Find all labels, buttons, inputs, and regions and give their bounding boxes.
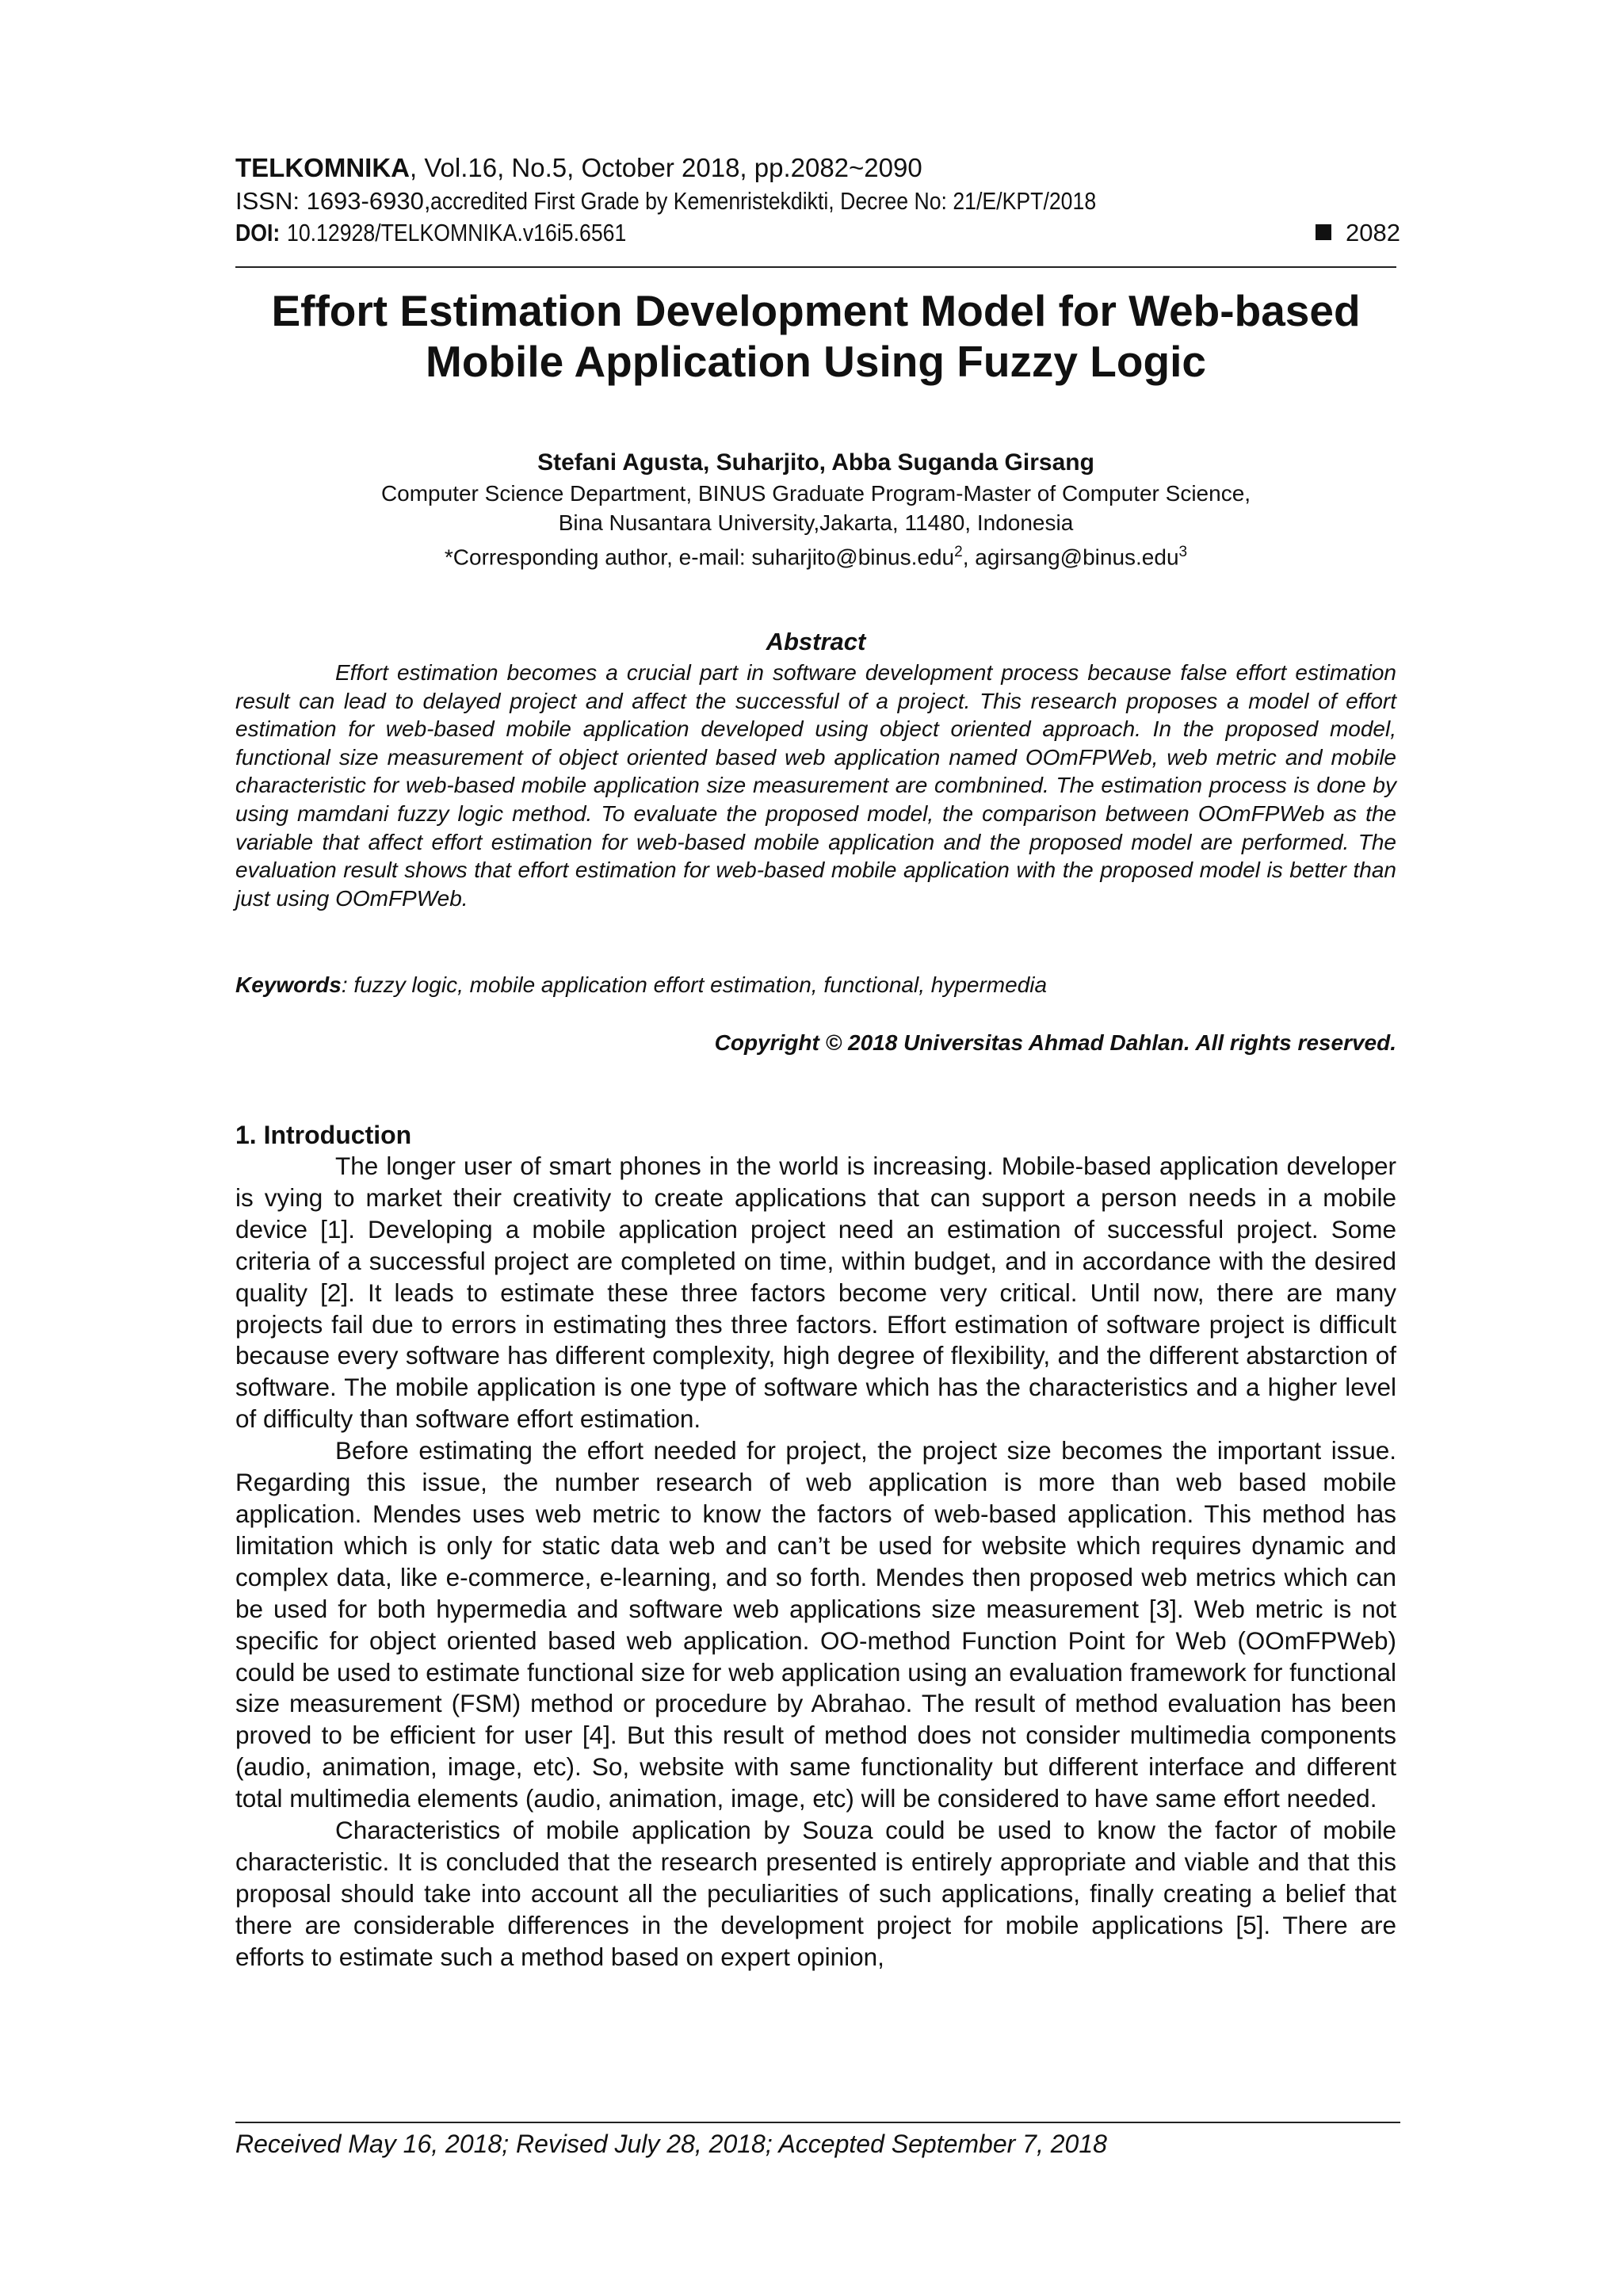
- doi-label: DOI:: [235, 219, 281, 246]
- received-dates: Received May 16, 2018; Revised July 28, 2018; Accepted September 7, 2018: [235, 2130, 1107, 2158]
- title-line-1: Effort Estimation Development Model for Web-based: [271, 286, 1361, 335]
- keywords-text: : fuzzy logic, mobile application effort estimation, functional, hypermedia: [341, 972, 1048, 997]
- copyright-notice: Copyright © 2018 Universitas Ahmad Dahlan. All rights reserved.: [714, 1030, 1396, 1055]
- section-heading: 1. Introduction: [235, 1121, 412, 1149]
- corresponding-author: *Corresponding author, e-mail: suharjito@binus.edu$^2$, agirsang@binus.edu$^3$: [444, 544, 1188, 570]
- issn-line: [235, 187, 1400, 216]
- paragraph: The longer user of smart phones in the world is increasing. Mobile-based application developer is vying to market their creativity to create applications that can support a person needs in a mobile device [1]. Developing a mobile application project need an estimation of successful project. Some criteria of a successful project are completed on time, within budget, and in accordance with the desired quality [2]. It leads to estimate these three factors become very critical. Until now, there are many projects fail due to errors in estimating thes three factors. Effort estimation of software project is difficult because every software has different complexity, high degree of flexibility, and the different abstarction of software. The mobile application is one type of software which has the characteristics and a higher level of difficulty than software effort estimation.: [235, 1152, 1396, 1434]
- footer-rule: [235, 2122, 1400, 2123]
- issn-label: ISSN: 1693-6930,: [235, 187, 431, 215]
- doi-value: 10.12928/TELKOMNIKA.v16i5.6561: [287, 219, 627, 246]
- affiliation-line-1: Computer Science Department, BINUS Graduate Program-Master of Computer Science,: [380, 481, 1251, 506]
- journal-name: TELKOMNIKA: [235, 153, 410, 182]
- paragraph: Characteristics of mobile application by Souza could be used to know the factor of mobile characteristic. It is concluded that the research presented is entirely appropriate and viable and that this proposal should take into account all the peculiarities of such applications, finally creating a belief that there are considerable differences in the development project for mobile applications [5]. There are efforts to estimate such a method based on expert opinion,: [235, 1816, 1396, 1971]
- abstract-heading: Abstract: [766, 628, 866, 655]
- authors: Stefani Agusta, Suharjito, Abba Suganda Girsang: [537, 449, 1094, 476]
- journal-volume: , Vol.16, No.5, October 2018, pp.2082~2090: [409, 153, 922, 182]
- issn-accreditation: accredited First Grade by Kemenristekdikti, Decree No: 21/E/KPT/2018: [430, 187, 1097, 215]
- keywords: [235, 971, 1396, 999]
- title-line-2: Mobile Application Using Fuzzy Logic: [426, 337, 1206, 386]
- header-rule: [235, 266, 1396, 268]
- keywords-label: Keywords: [235, 972, 342, 997]
- paper-title: [235, 285, 1396, 387]
- journal-header-line: [235, 154, 1400, 182]
- abstract-text: Effort estimation becomes a crucial part in software development process because false effort estimation result can lead to delayed project and affect the successful of a project. This research proposes a model of effort estimation for web-based mobile application developed using object oriented approach. In the proposed model, functional size measurement of object oriented based web application named OOmFPWeb, web metric and mobile characteristic for web-based mobile application size measurement are combnined. The estimation process is done by using mamdani fuzzy logic method. To evaluate the proposed model, the comparison between OOmFPWeb as the variable that affect effort estimation for web-based mobile application and the proposed model are performed. The evaluation result shows that effort estimation for web-based mobile application with the proposed model is better than just using OOmFPWeb.: [235, 660, 1396, 911]
- paragraph: Before estimating the effort needed for project, the project size becomes the important issue. Regarding this issue, the number research of web application is more than web based mobile application. Mendes uses web metric to know the factors of web-based application. This method has limitation which is only for static data web and can’t be used for website which requires dynamic and complex data, like e-commerce, e-learning, and so forth. Mendes then proposed web metrics which can be used for both hypermedia and software web applications size measurement [3]. Web metric is not specific for object oriented based web application. OO-method Function Point for Web (OOmFPWeb) could be used to estimate functional size for web application using an evaluation framework for functional size measurement (FSM) method or procedure by Abrahao. The result of method evaluation has been proved to be efficient for user [4]. But this result of method does not consider multimedia components (audio, animation, image, etc). So, website with same functionality but different interface and different total multimedia elements (audio, animation, image, etc) will be considered to have same effort needed.: [235, 1436, 1396, 1813]
- affiliation-line-2: Bina Nusantara University,Jakarta, 11480, Indonesia: [558, 510, 1074, 535]
- doi-line: [235, 219, 1400, 247]
- introduction-body: [235, 1151, 1396, 1973]
- page-number: 2082: [1316, 219, 1400, 247]
- square-bullet-icon: [1316, 224, 1331, 240]
- affiliation: [235, 479, 1396, 571]
